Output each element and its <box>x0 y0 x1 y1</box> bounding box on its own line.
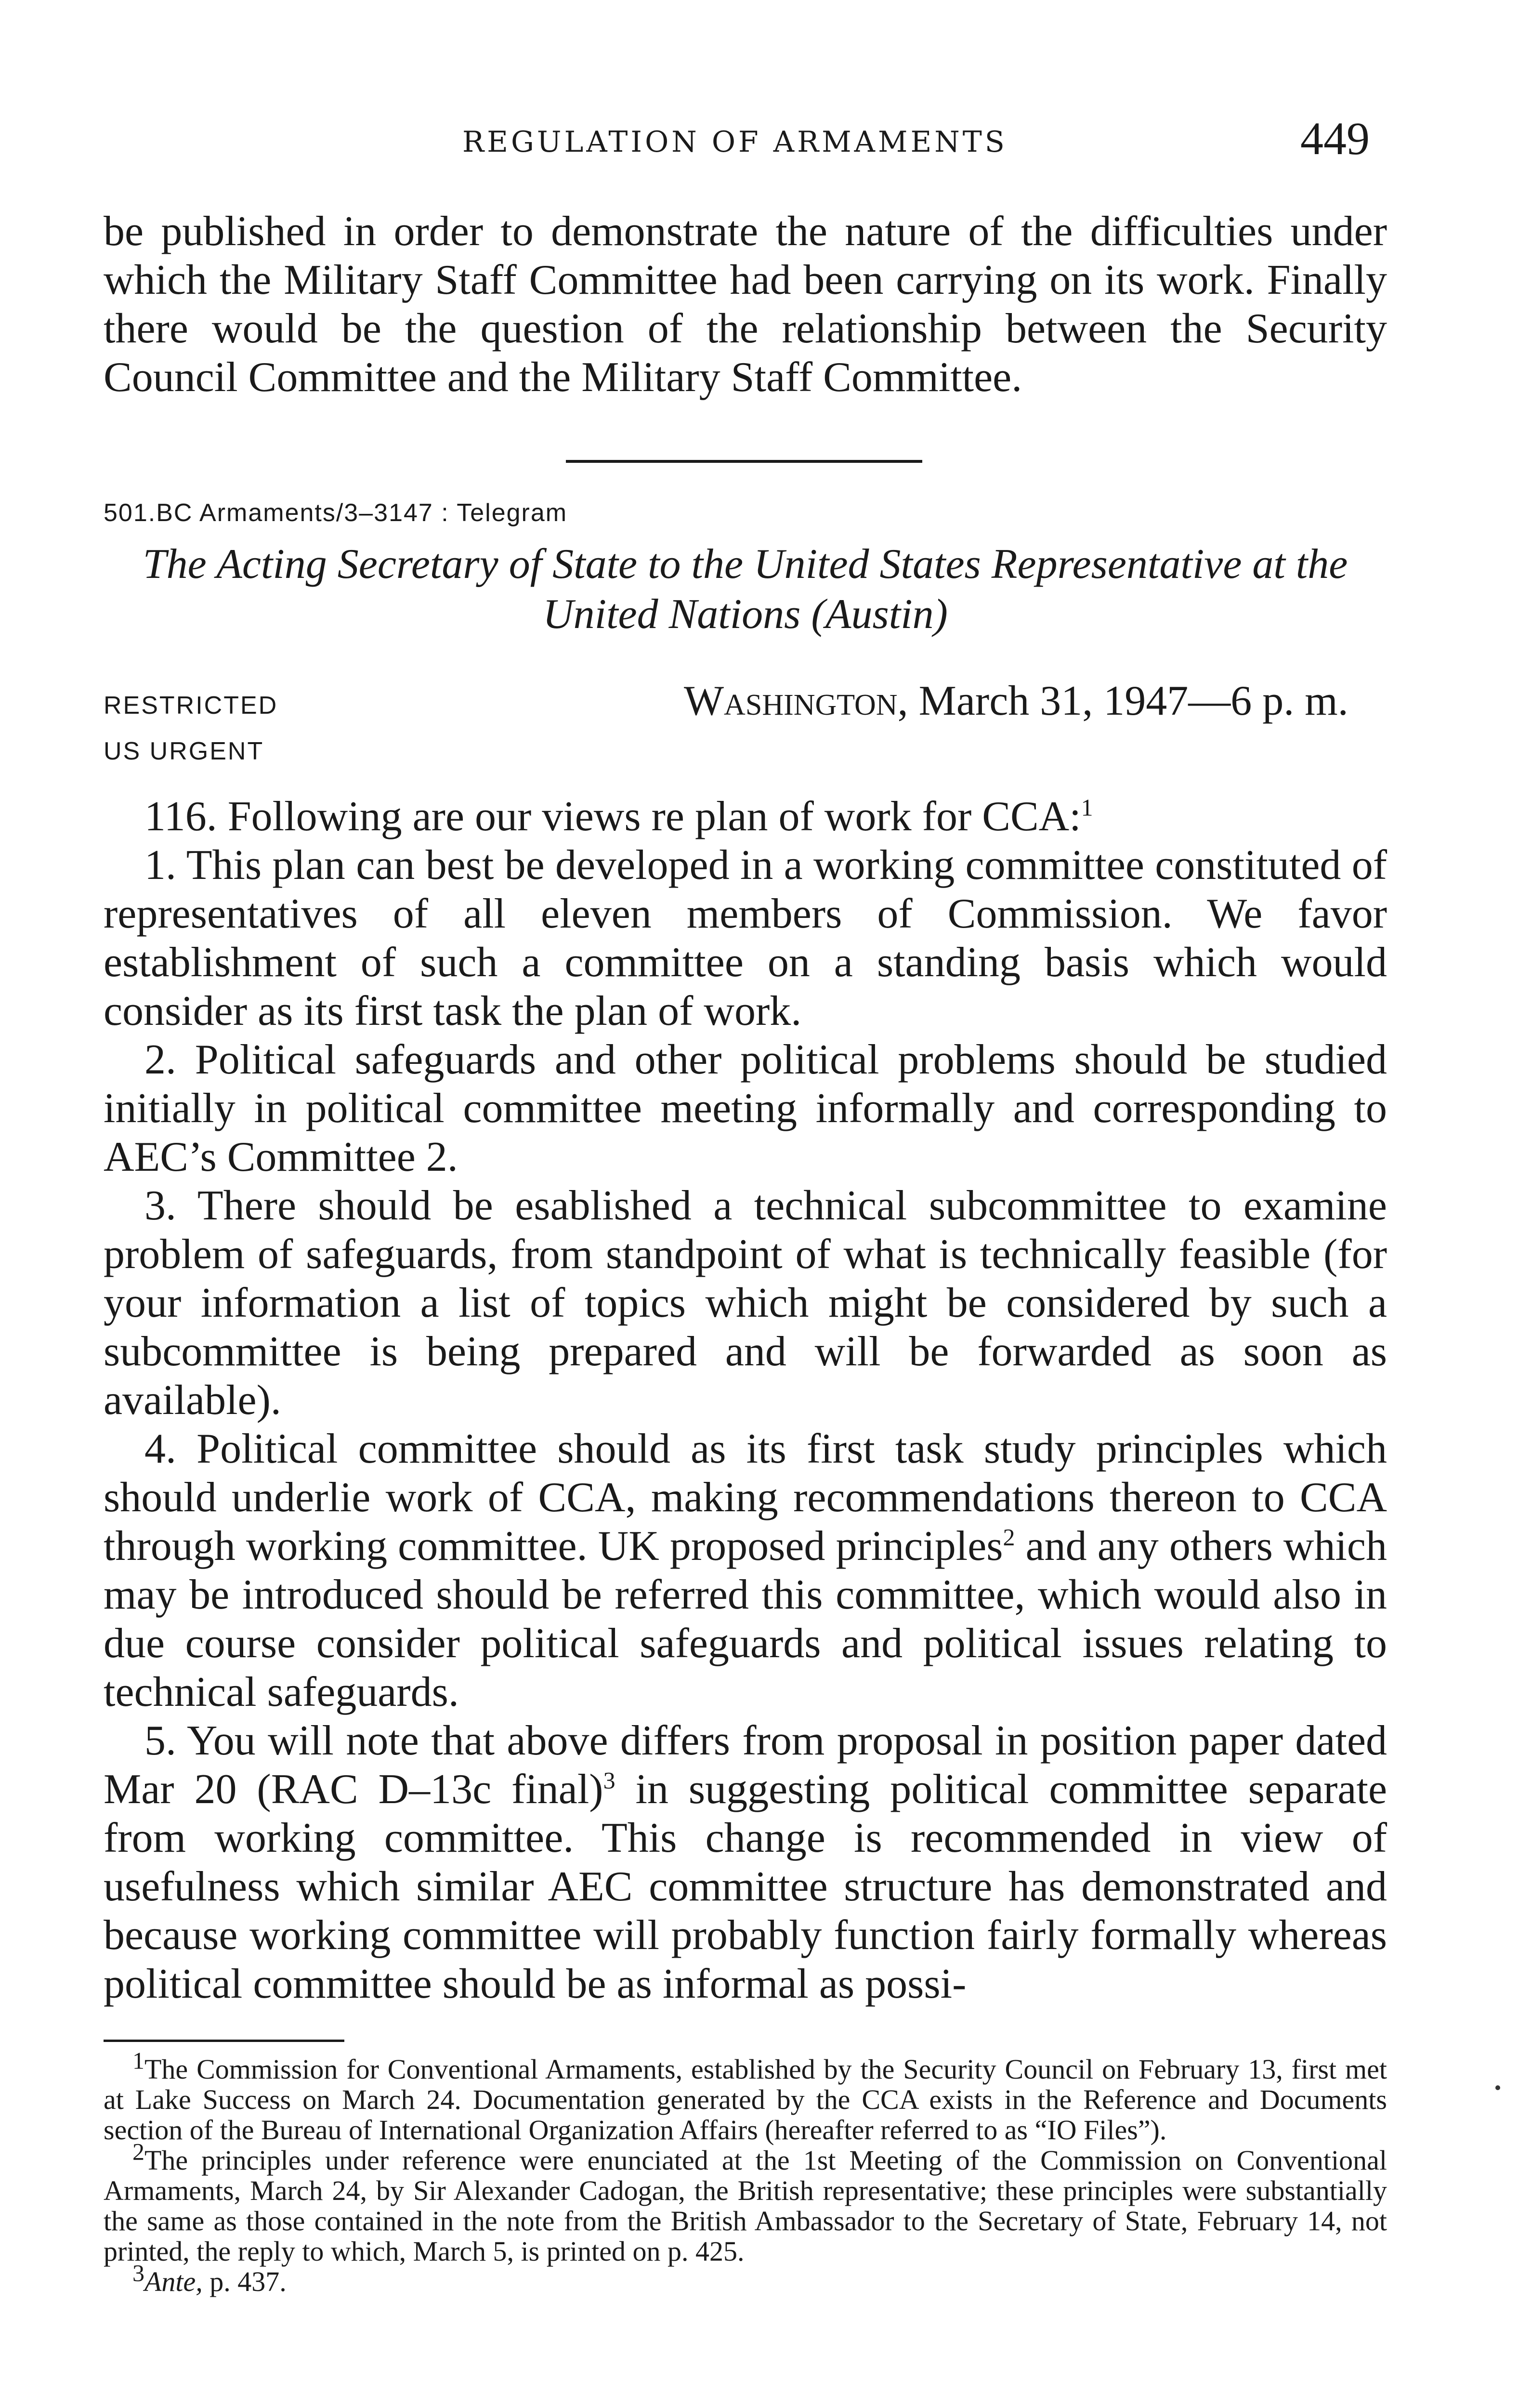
paragraph-text: 5. You will note that above differs from proposal in position paper dated Mar 20 (RAC D–13c final) <box>104 1717 1387 1813</box>
section-divider <box>566 460 922 463</box>
document-title: The Acting Secretary of State to the United States Representative at the United Nations (Austin) <box>143 541 1348 638</box>
footnote-mark: 2 <box>132 2138 144 2165</box>
footnote-text: The principles under reference were enunciated at the 1st Meeting of the Commission on Conventional Armaments, March 24, by Sir Alexander Cadogan, the British representative; these principles were substantially the same as those contained in the note from the British Ambassador to the Secretary of State, February 14, not printed, the reply to which, March 5, is printed on p. 425. <box>104 2145 1387 2267</box>
paragraph-4 <box>104 1425 1387 1716</box>
dateline-place: Washington, <box>684 678 908 724</box>
footnote-3 <box>104 2259 1387 2297</box>
footnote-divider <box>104 2040 344 2042</box>
paragraph-text: and any others which may be introduced should be referred this committee, which would also in due course consider political safeguards and political issues relating to technical safeguards. <box>104 1523 1387 1715</box>
footnote-2 <box>104 2138 1387 2267</box>
footnote-ref[interactable]: 3 <box>603 1767 615 1794</box>
paragraph-1: 1. This plan can best be developed in a working committee constituted of representatives of all eleven members of Commission. We favor establishment of such a committee on a standing basis which would consider as its first task the plan of work. <box>104 842 1387 1034</box>
footnote-mark: 3 <box>132 2259 144 2287</box>
footnote-ref[interactable]: 1 <box>1081 794 1093 821</box>
paragraph-text: 4. Political committee should as its first task study principles which should underlie work of CCA, making recommendations thereon to CCA through working committee. UK proposed principles <box>104 1426 1387 1570</box>
footnotes <box>104 2047 1387 2297</box>
paragraph-2: 2. Political safeguards and other political problems should be studied initially in political committee meeting informally and corresponding to AEC’s Committee 2. <box>104 1036 1387 1180</box>
intro-paragraph: be published in order to demonstrate the nature of the difficulties under which the Military Staff Committee had been carrying on its work. Finally there would be the question of the relationship between the Security Council Committee and the Military Staff Committee. <box>104 208 1387 401</box>
paragraph-text: in suggesting political committee separate from working committee. This change is recommended in view of usefulness which similar AEC committee structure has demonstrated and because working committee will probably function fairly formally whereas political committee should be as informal as possi- <box>104 1766 1387 2007</box>
file-reference: 501.BC Armaments/3–3147 : Telegram <box>104 499 568 527</box>
page-number: 449 <box>1300 113 1370 164</box>
footnote-text: p. 437. <box>202 2266 287 2297</box>
telegram-body <box>104 792 1387 2008</box>
dateline <box>684 677 1348 725</box>
footnote-mark: 1 <box>132 2047 144 2074</box>
footnote-1 <box>104 2047 1387 2146</box>
classification-restricted: RESTRICTED <box>104 692 278 720</box>
footnote-ref[interactable]: 2 <box>1003 1523 1015 1551</box>
dateline-date: March 31, 1947—6 p. m. <box>918 678 1348 724</box>
margin-mark <box>1495 2085 1500 2090</box>
footnote-ante: Ante, <box>144 2266 203 2297</box>
paragraph-3: 3. There should be esablished a technical subcommittee to examine problem of safeguards, from standpoint of what is technically feasible (for your information a list of topics which might be considered by such a subcommittee is being prepared and will be forwarded as soon as available). <box>104 1182 1387 1424</box>
running-head: REGULATION OF ARMAMENTS <box>462 125 1008 159</box>
classification-urgent: US URGENT <box>104 737 264 765</box>
paragraph-5 <box>104 1716 1387 2008</box>
paragraph-116 <box>104 792 1387 841</box>
paragraph-text: 116. Following are our views re plan of work for CCA: <box>144 793 1081 840</box>
footnote-text: The Commission for Conventional Armaments, established by the Security Council on February 13, first met at Lake Success on March 24. Documentation generated by the CCA exists in the Reference and Documents section of the Bureau of International Organization Affairs (hereafter referred to as “IO Files”). <box>104 2054 1387 2146</box>
